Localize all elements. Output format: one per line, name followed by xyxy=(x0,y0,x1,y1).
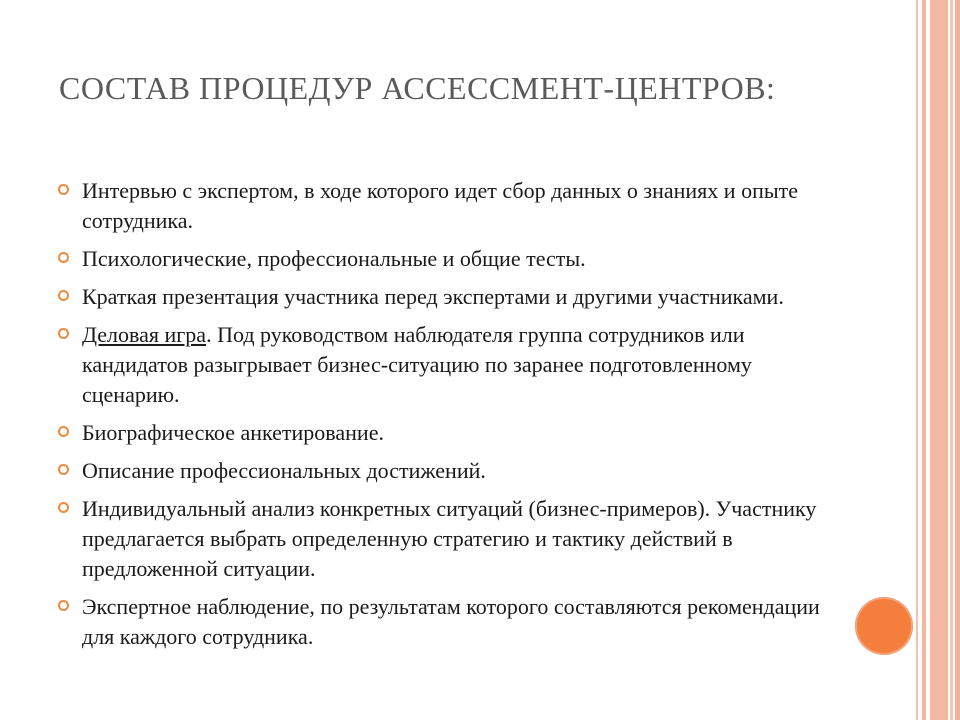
bullet-circle-icon xyxy=(58,328,69,339)
bullet-text: Биографическое анкетирование. xyxy=(82,420,384,445)
business-game-link[interactable]: Деловая игра xyxy=(82,322,207,347)
bullet-item-achievements xyxy=(58,456,828,486)
bullet-circle-icon xyxy=(58,502,69,513)
bullet-circle-icon xyxy=(58,184,69,195)
bullet-item-interview xyxy=(58,176,828,236)
bullet-text: Интервью с экспертом, в ходе которого идет сбор данных о знаниях и опыте сотрудника. xyxy=(82,178,798,233)
stripe xyxy=(950,0,953,720)
bullet-circle-icon xyxy=(58,464,69,475)
bullet-item-observation xyxy=(58,592,828,652)
stripe xyxy=(930,0,948,720)
bullet-item-biographical xyxy=(58,418,828,448)
bullet-text: . Под руководством наблюдателя группа сотрудников или кандидатов разыгрывает бизнес-ситуацию по заранее подготовленному сценарию. xyxy=(82,322,752,407)
bullet-circle-icon xyxy=(58,426,69,437)
bullet-circle-icon xyxy=(58,290,69,301)
bullet-text: Описание профессиональных достижений. xyxy=(82,458,486,483)
bullet-item-tests xyxy=(58,244,828,274)
stripe xyxy=(916,0,918,720)
bullet-list xyxy=(58,176,828,660)
bullet-text: Экспертное наблюдение, по результатам которого составляются рекомендации для каждого сотрудника. xyxy=(82,594,820,649)
stripe xyxy=(955,0,960,720)
bullet-circle-icon xyxy=(58,252,69,263)
bullet-text: Индивидуальный анализ конкретных ситуаций (бизнес-примеров). Участнику предлагается выбрать определенную стратегию и тактику действий в предложенной ситуации. xyxy=(82,496,817,581)
bullet-item-case-analysis xyxy=(58,494,828,584)
decorative-stripes xyxy=(916,0,960,720)
decorative-circle-icon xyxy=(855,597,913,655)
stripe xyxy=(922,0,926,720)
bullet-item-business-game xyxy=(58,320,828,410)
bullet-text: Психологические, профессиональные и общие тесты. xyxy=(82,246,586,271)
bullet-circle-icon xyxy=(58,600,69,611)
slide-title: СОСТАВ ПРОЦЕДУР АССЕССМЕНТ-ЦЕНТРОВ: xyxy=(59,70,776,106)
bullet-text: Краткая презентация участника перед экспертами и другими участниками. xyxy=(82,284,784,309)
bullet-item-presentation xyxy=(58,282,828,312)
